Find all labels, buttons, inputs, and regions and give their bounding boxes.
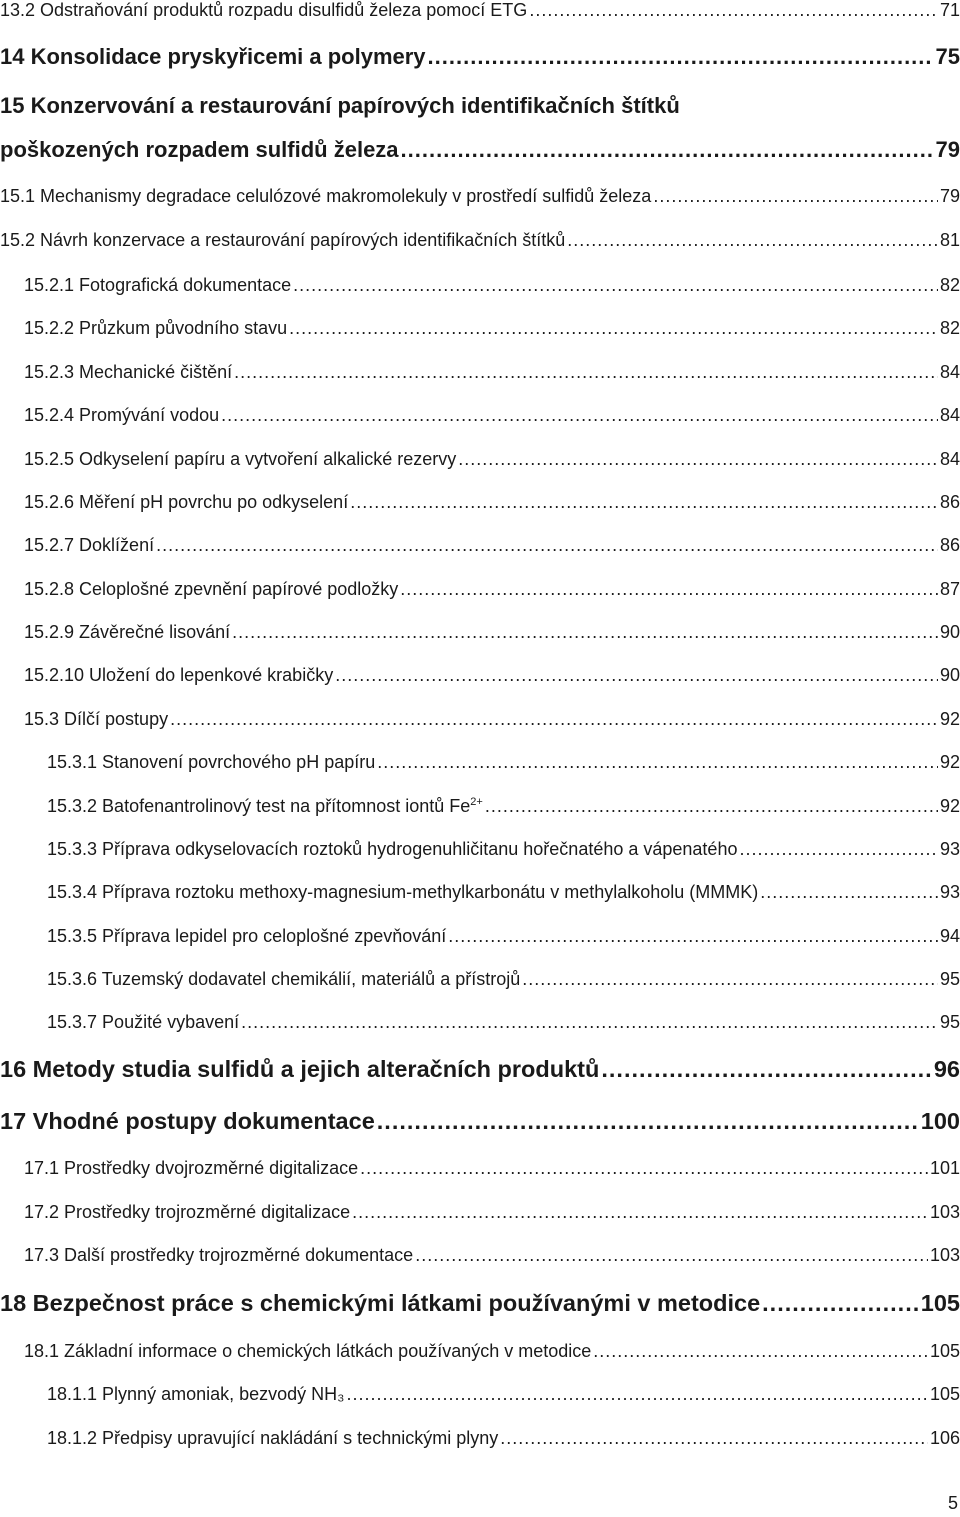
toc-entry-title: 15.2.3 Mechanické čištění <box>24 362 233 382</box>
toc-entry[interactable] <box>0 1202 960 1223</box>
toc-entry-title: 17.3 Další prostředky trojrozměrné dokumentace <box>24 1245 414 1265</box>
page-number: 5 <box>947 1493 958 1513</box>
toc-entry-title: 13.2 Odstraňování produktů rozpadu disulfidů železa pomocí ETG <box>0 0 528 20</box>
toc-leader-dots <box>593 1341 928 1362</box>
toc-entry-title: 17.2 Prostředky trojrozměrné digitalizace <box>24 1202 351 1222</box>
toc-entry-page: 93 <box>939 839 960 859</box>
toc-entry-page: 92 <box>939 752 960 772</box>
toc-entry[interactable] <box>0 752 960 773</box>
toc-entry-title: 15.3.5 Příprava lepidel pro celoplošné zpevňování <box>47 926 447 946</box>
toc-entry-page: 101 <box>929 1158 960 1178</box>
toc-entry[interactable] <box>0 449 960 470</box>
toc-entry[interactable] <box>0 44 960 70</box>
toc-leader-dots <box>335 665 938 686</box>
toc-entry-page: 86 <box>939 492 960 512</box>
toc-entry[interactable] <box>0 969 960 990</box>
toc-leader-dots <box>415 1245 928 1266</box>
toc-entry[interactable] <box>0 1108 960 1135</box>
toc-leader-dots <box>458 449 938 470</box>
toc-entry-page: 79 <box>939 186 960 206</box>
toc-entry[interactable] <box>0 1290 960 1317</box>
toc-entry-title: 15.2.1 Fotografická dokumentace <box>24 275 292 295</box>
toc-entry-title: 15.2.5 Odkyselení papíru a vytvoření alkalické rezervy <box>24 449 457 469</box>
toc-entry-title: poškozených rozpadem sulfidů železa <box>0 137 399 162</box>
toc-leader-dots <box>485 796 938 817</box>
toc-entry[interactable] <box>0 1158 960 1179</box>
toc-entry[interactable] <box>0 709 960 730</box>
toc-leader-dots <box>350 492 938 513</box>
toc-entry-title: 15.2.4 Promývání vodou <box>24 405 220 425</box>
toc-entry[interactable] <box>0 796 960 817</box>
toc-leader-dots <box>289 318 938 339</box>
toc-entry-title: 15.2.9 Závěrečné lisování <box>24 622 231 642</box>
toc-entry[interactable] <box>0 926 960 947</box>
toc-leader-dots <box>221 405 938 426</box>
toc-leader-dots <box>401 137 934 163</box>
toc-entry-title: 15.2 Návrh konzervace a restaurování papírových identifikačních štítků <box>0 230 566 250</box>
toc-entry[interactable] <box>0 1341 960 1362</box>
toc-entry-title: 15.3.7 Použité vybavení <box>47 1012 240 1032</box>
toc-entry-page: 94 <box>939 926 960 946</box>
toc-entry[interactable] <box>0 1012 960 1033</box>
superscript-charge: 2+ <box>470 796 483 808</box>
toc-entry-page: 86 <box>939 535 960 555</box>
toc-entry-title: 17 Vhodné postupy dokumentace <box>0 1108 375 1134</box>
toc-leader-dots <box>352 1202 928 1223</box>
toc-entry[interactable] <box>0 1056 960 1083</box>
toc-entry-title: 15.3.3 Příprava odkyselovacích roztoků hydrogenuhličitanu hořečnatého a vápenatého <box>47 839 738 859</box>
toc-entry-page: 82 <box>939 275 960 295</box>
toc-entry-title: 18.1 Základní informace o chemických látkách používaných v metodice <box>24 1341 592 1361</box>
toc-entry-title: 18 Bezpečnost práce s chemickými látkami používanými v metodice <box>0 1290 761 1316</box>
toc-entry-page: 105 <box>929 1341 960 1361</box>
toc-leader-dots <box>739 839 938 860</box>
toc-entry-title: 15.2.6 Měření pH povrchu po odkyselení <box>24 492 349 512</box>
toc-entry-page: 92 <box>939 709 960 729</box>
toc-entry[interactable] <box>0 186 960 207</box>
toc-leader-dots <box>522 969 938 990</box>
toc-entry[interactable] <box>0 1428 960 1449</box>
toc-entry-page: 84 <box>939 449 960 469</box>
toc-entry-title: 15.3.4 Příprava roztoku methoxy-magnesium-methylkarbonátu v methylalkoholu (MMMK) <box>47 882 759 902</box>
toc-leader-dots <box>760 882 938 903</box>
toc-entry-page: 92 <box>939 796 960 816</box>
toc-entry-page: 90 <box>939 622 960 642</box>
toc-leader-dots <box>529 0 938 21</box>
toc-entry-title: 15.3.6 Tuzemský dodavatel chemikálií, materiálů a přístrojů <box>47 969 521 989</box>
toc-entry-page: 82 <box>939 318 960 338</box>
toc-leader-dots <box>653 186 938 207</box>
toc-entry-page: 105 <box>929 1384 960 1404</box>
toc-leader-dots <box>400 579 938 600</box>
toc-entry-title: 18.1.2 Předpisy upravující nakládání s technickými plyny <box>47 1428 499 1448</box>
toc-entry[interactable] <box>0 405 960 426</box>
toc-leader-dots <box>428 44 934 70</box>
toc-entry[interactable] <box>0 492 960 513</box>
toc-entry[interactable] <box>0 230 960 251</box>
toc-entry-title: 17.1 Prostředky dvojrozměrné digitalizace <box>24 1158 359 1178</box>
toc-leader-dots <box>567 230 938 251</box>
toc-entry-page: 90 <box>939 665 960 685</box>
toc-entry-page: 95 <box>939 969 960 989</box>
toc-entry[interactable] <box>0 665 960 686</box>
toc-leader-dots <box>448 926 938 947</box>
toc-entry-page: 100 <box>920 1108 960 1134</box>
toc-entry[interactable] <box>0 622 960 643</box>
toc-leader-dots <box>500 1428 928 1449</box>
toc-entry[interactable] <box>0 1384 960 1405</box>
toc-entry-page: 105 <box>920 1290 960 1316</box>
toc-entry[interactable] <box>0 1245 960 1266</box>
toc-leader-dots <box>234 362 938 383</box>
toc-leader-dots <box>170 709 938 730</box>
toc-entry-page: 71 <box>939 0 960 20</box>
toc-entry-page: 103 <box>929 1202 960 1222</box>
toc-entry-title-line1[interactable]: 15 Konzervování a restaurování papírových identifikačních štítků <box>0 93 680 118</box>
toc-entry-title: 16 Metody studia sulfidů a jejich alteračních produktů <box>0 1056 600 1082</box>
toc-entry-title: 15.2.2 Průzkum původního stavu <box>24 318 288 338</box>
toc-entry-page: 106 <box>929 1428 960 1448</box>
toc-entry-title: 15.2.10 Uložení do lepenkové krabičky <box>24 665 334 685</box>
toc-entry-title: 15.2.8 Celoplošné zpevnění papírové podložky <box>24 579 399 599</box>
toc-entry[interactable] <box>0 318 960 339</box>
toc-entry-title: 15.3.2 Batofenantrolinový test na přítomnost iontů $Fe^{2+}$ <box>47 796 483 816</box>
toc-leader-dots <box>360 1158 928 1179</box>
toc-entry[interactable] <box>0 535 960 556</box>
toc-leader-dots <box>156 535 938 556</box>
toc-entry[interactable] <box>0 839 960 860</box>
toc-entry-title: 18.1.1 Plynný amoniak, bezvodý NH₃ <box>47 1384 345 1404</box>
toc-entry-page: 84 <box>939 362 960 382</box>
toc-entry[interactable] <box>0 0 960 21</box>
toc-entry-page: 93 <box>939 882 960 902</box>
toc-entry-page: 96 <box>933 1056 960 1082</box>
toc-entry-title: 15.3 Dílčí postupy <box>24 709 169 729</box>
toc-leader-dots <box>762 1290 919 1317</box>
toc-entry-page: 87 <box>939 579 960 599</box>
toc-leader-dots <box>293 275 938 296</box>
toc-entry-page: 103 <box>929 1245 960 1265</box>
toc-entry-title: 15.2.7 Doklížení <box>24 535 155 555</box>
toc-leader-dots <box>241 1012 938 1033</box>
toc-leader-dots <box>346 1384 927 1405</box>
toc-entry-page: 75 <box>935 44 960 69</box>
toc-leader-dots <box>601 1056 931 1083</box>
toc-entry[interactable] <box>0 275 960 296</box>
toc-entry-page: 84 <box>939 405 960 425</box>
toc-entry-page: 81 <box>939 230 960 250</box>
toc-entry[interactable] <box>0 579 960 600</box>
toc-leader-dots <box>232 622 938 643</box>
toc-leader-dots <box>377 1108 919 1135</box>
toc-entry[interactable] <box>0 882 960 903</box>
toc-leader-dots <box>377 752 938 773</box>
toc-entry-title: 14 Konsolidace pryskyřicemi a polymery <box>0 44 426 69</box>
toc-entry-page: 95 <box>939 1012 960 1032</box>
toc-entry-title: 15.3.1 Stanovení povrchového pH papíru <box>47 752 376 772</box>
toc-entry[interactable] <box>0 362 960 383</box>
toc-entry-title: 15.1 Mechanismy degradace celulózové makromolekuly v prostředí sulfidů železa <box>0 186 652 206</box>
toc-entry-page: 79 <box>935 137 960 162</box>
toc-entry[interactable] <box>0 137 960 163</box>
